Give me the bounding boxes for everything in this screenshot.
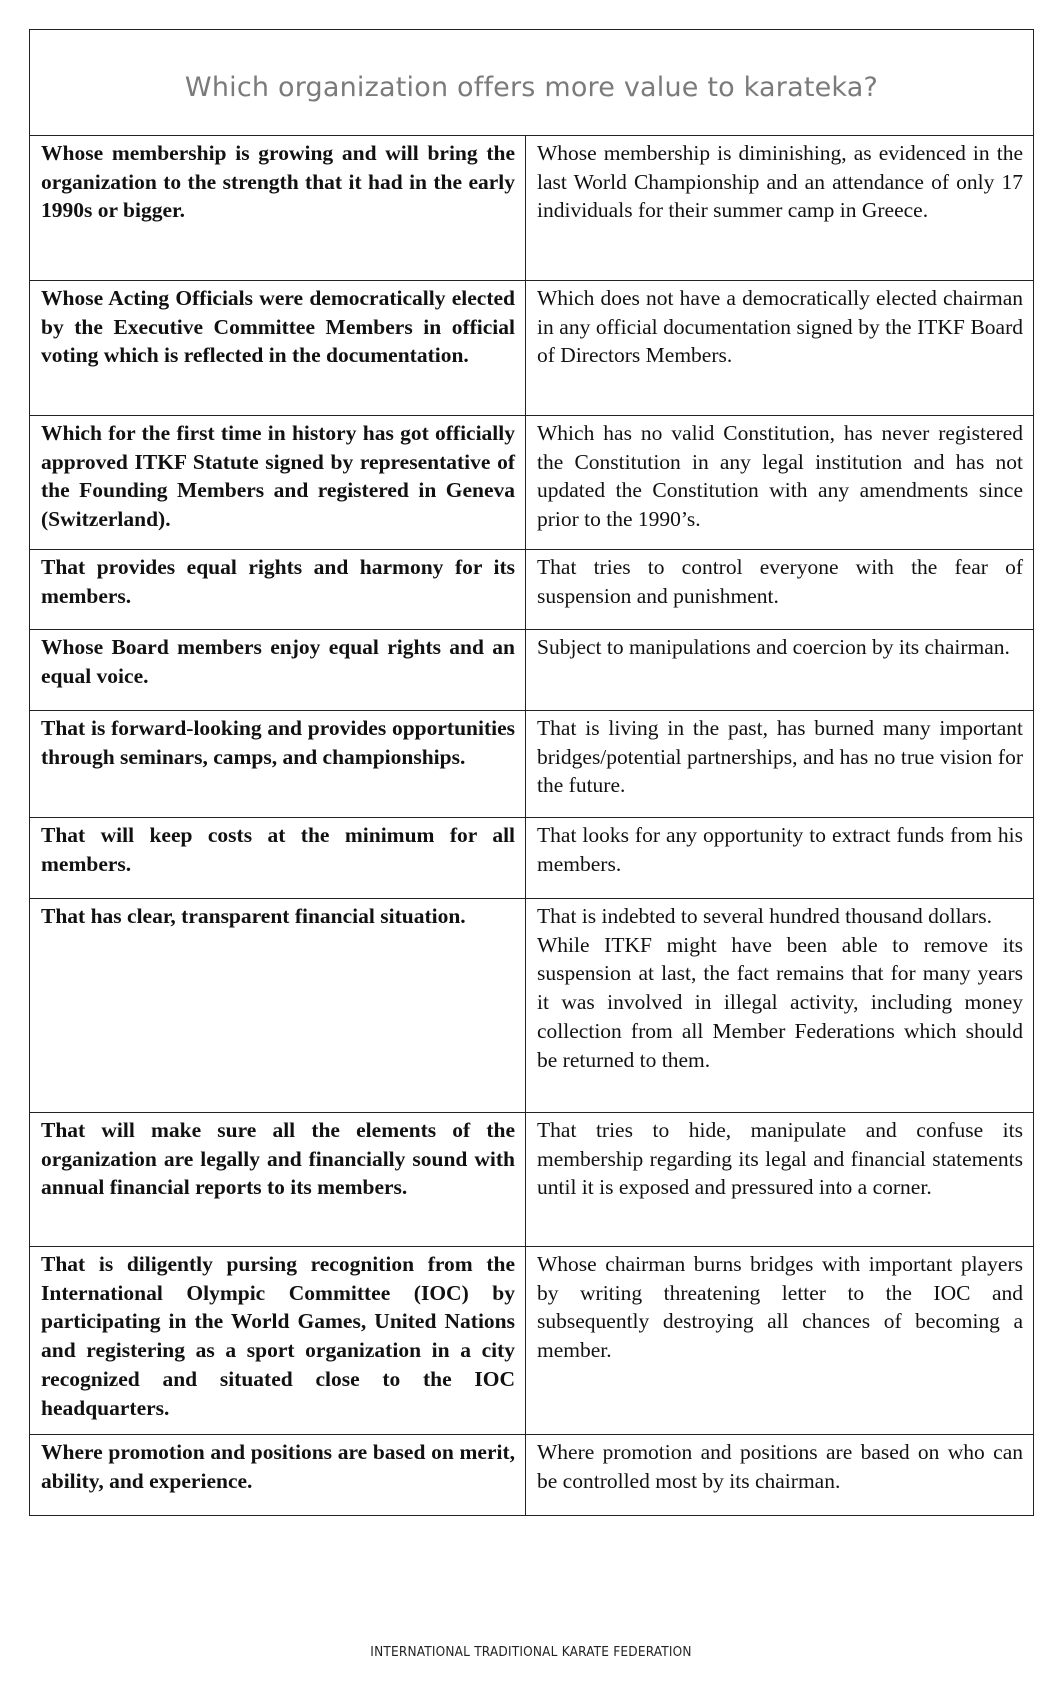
right-cell: Whose chairman burns bridges with important players by writing threatening letter to the IOC and subsequently destroying all chances of becoming a member.: [537, 1252, 1023, 1363]
right-cell: Which has no valid Constitution, has never registered the Constitution in any legal institution and has not updated the Constitution with any amendments since prior to the 1990’s.: [537, 421, 1023, 532]
table-row: [30, 1247, 1033, 1435]
table-row: [30, 416, 1033, 550]
comparison-table: [29, 29, 1034, 1516]
left-cell: Whose membership is growing and will bring the organization to the strength that it had in the early 1990s or bigger.: [30, 136, 526, 280]
left-cell: Which for the first time in history has got officially approved ITKF Statute signed by representative of the Founding Members and registered in Geneva (Switzerland).: [30, 416, 526, 549]
left-cell: That will keep costs at the minimum for all members.: [30, 818, 526, 898]
left-cell: Whose Acting Officials were democratically elected by the Executive Committee Members in official voting which is reflected in the documentation.: [30, 281, 526, 415]
table-row: [30, 630, 1033, 711]
left-cell: Whose Board members enjoy equal rights and an equal voice.: [30, 630, 526, 710]
left-cell: That provides equal rights and harmony for its members.: [30, 550, 526, 629]
table-row: [30, 1113, 1033, 1247]
table-row: [30, 1435, 1033, 1515]
table-row: [30, 136, 1033, 281]
title-row: [30, 30, 1033, 136]
left-cell: That is diligently pursing recognition from the International Olympic Committee (IOC) by participating in the World Games, United Nations and registering as a sport organization in a city recognized and situated close to the IOC headquarters.: [30, 1247, 526, 1434]
table-row: [30, 899, 1033, 1113]
right-cell: That looks for any opportunity to extract funds from his members.: [537, 823, 1023, 876]
table-row: [30, 818, 1033, 899]
right-cell: That is living in the past, has burned many important bridges/potential partnerships, and has no true vision for the future.: [537, 716, 1023, 798]
left-cell: Where promotion and positions are based on merit, ability, and experience.: [30, 1435, 526, 1515]
right-cell: That tries to hide, manipulate and confuse its membership regarding its legal and financial statements until it is exposed and pressured into a corner.: [537, 1118, 1023, 1200]
right-cell: Whose membership is diminishing, as evidenced in the last World Championship and an attendance of only 17 individuals for their summer camp in Greece.: [537, 141, 1023, 223]
right-cell: Subject to manipulations and coercion by its chairman.: [537, 635, 1010, 659]
table-row: [30, 711, 1033, 818]
page-footer: INTERNATIONAL TRADITIONAL KARATE FEDERATION: [370, 1644, 692, 1660]
left-cell: That will make sure all the elements of the organization are legally and financially sound with annual financial reports to its members.: [30, 1113, 526, 1246]
right-cell: That is indebted to several hundred thousand dollars. While ITKF might have been able to remove its suspension at last, the fact remains that for many years it was involved in illegal activity, including money collection from all Member Federations which should be returned to them.: [537, 904, 1023, 1072]
right-cell: Which does not have a democratically elected chairman in any official documentation signed by the ITKF Board of Directors Members.: [537, 286, 1023, 368]
right-cell: Where promotion and positions are based on who can be controlled most by its chairman.: [537, 1440, 1023, 1493]
table-row: [30, 550, 1033, 630]
left-cell: That is forward-looking and provides opportunities through seminars, camps, and championships.: [30, 711, 526, 817]
left-cell: That has clear, transparent financial situation.: [30, 899, 526, 1112]
page-title: Which organization offers more value to karateka?: [184, 72, 879, 103]
table-row: [30, 281, 1033, 416]
right-cell: That tries to control everyone with the fear of suspension and punishment.: [537, 555, 1023, 608]
